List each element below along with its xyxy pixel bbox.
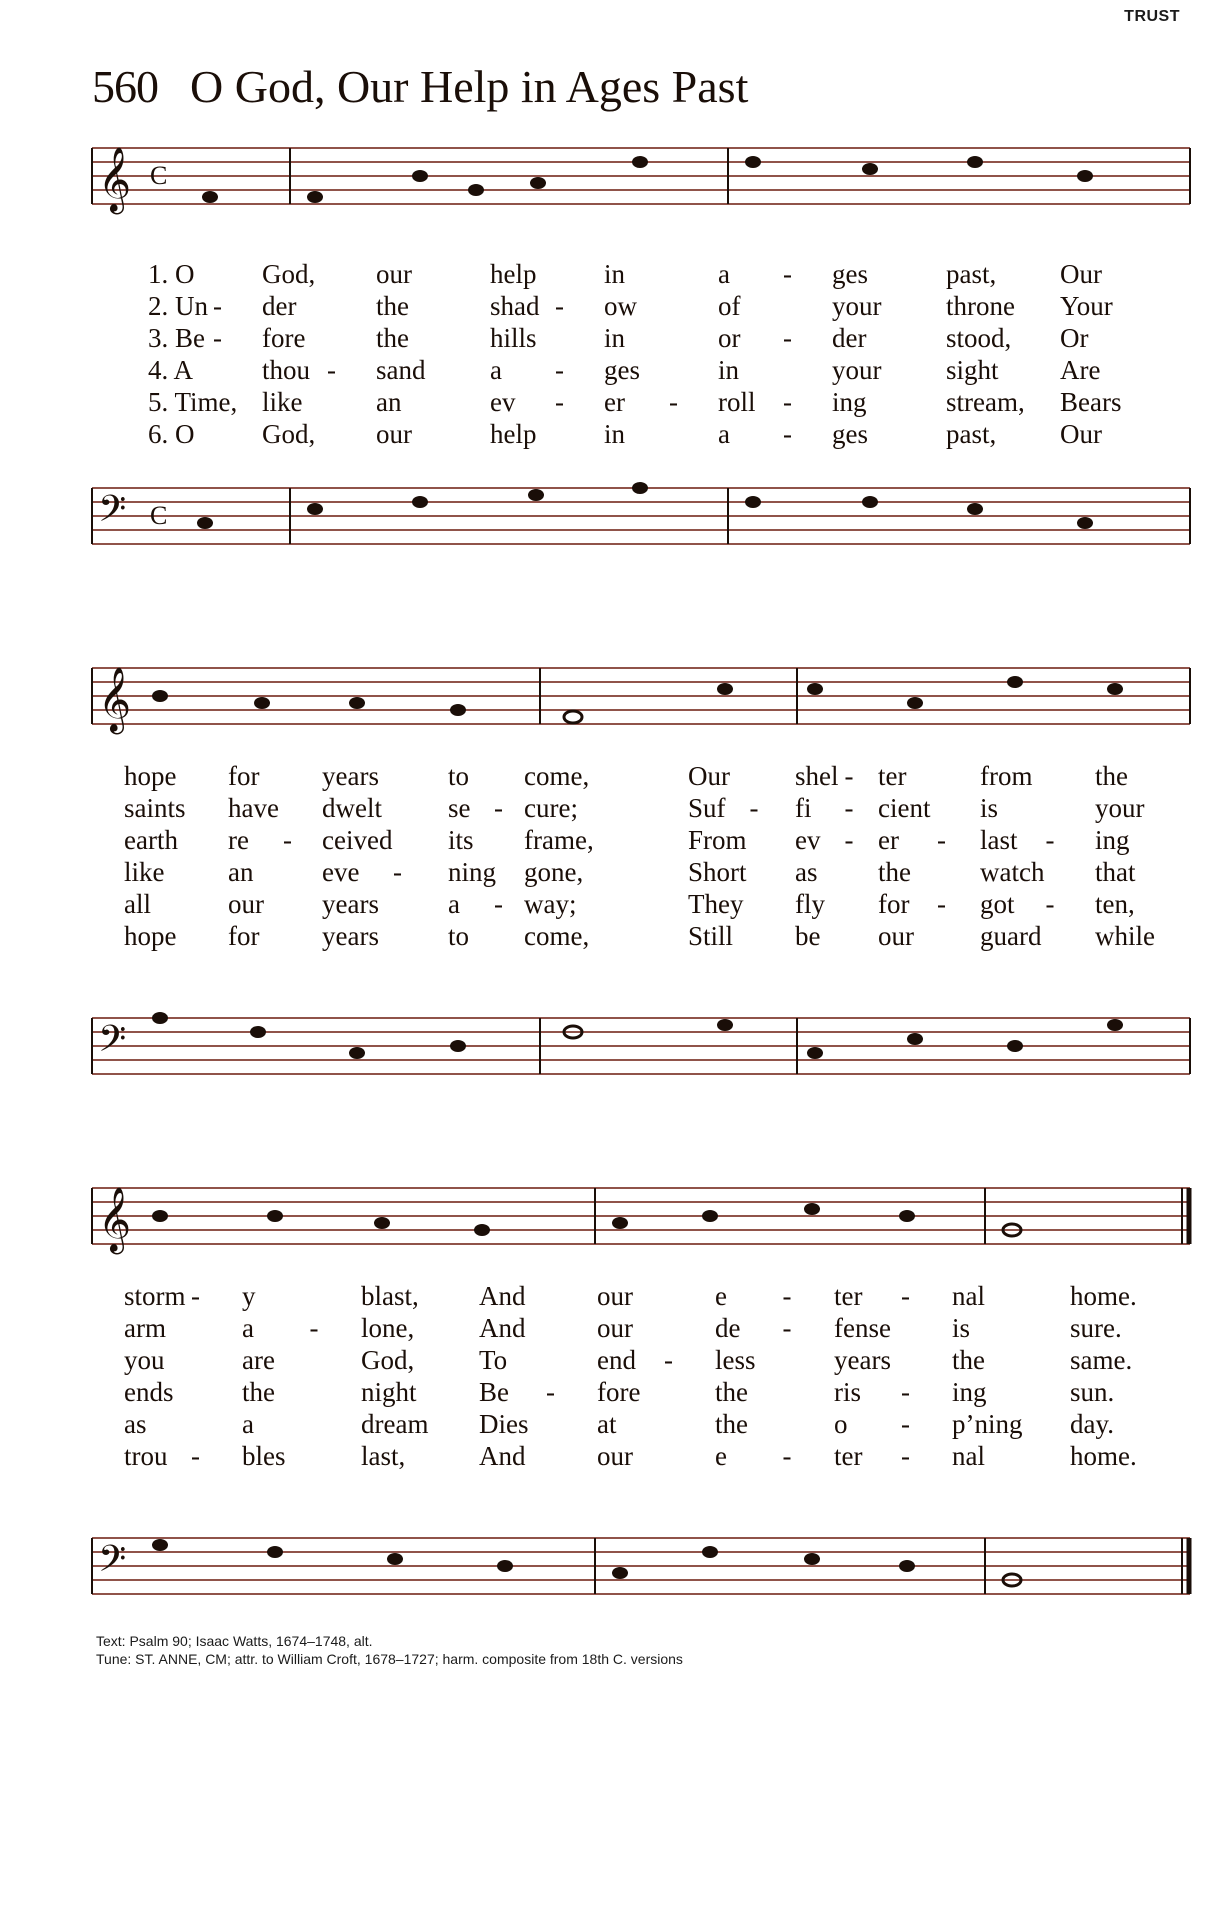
lyric-syllable: storm xyxy=(124,1281,186,1311)
lyric-syllable: in xyxy=(604,419,626,449)
lyric-syllable: watch xyxy=(980,857,1045,887)
treble-staff-1 xyxy=(0,140,1214,230)
text-credit: Text: Psalm 90; Isaac Watts, 1674–1748, alt. xyxy=(96,1633,373,1649)
lyric-syllable: 4. A xyxy=(148,355,194,385)
lyric-syllable: from xyxy=(980,761,1033,791)
lyric-syllable: They xyxy=(688,889,744,919)
treble-staff-3 xyxy=(0,1180,1214,1270)
lyric-syllable: for xyxy=(228,921,260,951)
lyric-syllable: throne xyxy=(946,291,1015,321)
lyric-syllable: to xyxy=(448,921,470,951)
lyric-syllable: at xyxy=(597,1409,617,1439)
svg-text:C: C xyxy=(150,501,168,530)
lyric-syllable: re xyxy=(228,825,249,855)
verse-line xyxy=(0,1376,1214,1408)
lyric-syllable: is xyxy=(980,793,999,823)
lyric-syllable: ter xyxy=(834,1281,863,1311)
section-label: TRUST xyxy=(1124,8,1180,25)
lyric-syllable: less xyxy=(715,1345,756,1375)
lyric-syllable: in xyxy=(718,355,740,385)
lyric-syllable: its xyxy=(448,825,474,855)
lyric-syllable: Bears xyxy=(1060,387,1122,417)
lyric-syllable: p’ning xyxy=(952,1409,1023,1439)
lyric-hyphen: - xyxy=(191,1441,200,1471)
lyric-syllable: dwelt xyxy=(322,793,382,823)
lyric-syllable: like xyxy=(262,387,303,417)
verse-line xyxy=(0,1280,1214,1312)
lyric-syllable: as xyxy=(795,857,818,887)
svg-text:𝄢: 𝄢 xyxy=(98,1538,127,1589)
lyric-hyphen: - xyxy=(555,291,564,321)
lyric-hyphen: - xyxy=(664,1345,673,1375)
lyric-syllable: the xyxy=(242,1377,275,1407)
lyric-syllable: 2. Un xyxy=(148,291,208,321)
lyric-syllable: our xyxy=(597,1313,633,1343)
verse-line xyxy=(0,1440,1214,1472)
verse-line xyxy=(0,322,1214,354)
hymn-number: 560 xyxy=(92,61,158,112)
lyric-syllable: ow xyxy=(604,291,637,321)
lyric-syllable: as xyxy=(124,1409,147,1439)
lyric-syllable: are xyxy=(242,1345,275,1375)
lyric-syllable: got xyxy=(980,889,1015,919)
lyric-syllable: ceived xyxy=(322,825,393,855)
lyric-syllable: thou xyxy=(262,355,311,385)
lyric-syllable: your xyxy=(1095,793,1145,823)
lyric-syllable: is xyxy=(952,1313,971,1343)
lyric-syllable: ten, xyxy=(1095,889,1135,919)
lyric-syllable: night xyxy=(361,1377,417,1407)
lyric-syllable: dream xyxy=(361,1409,429,1439)
lyric-syllable: years xyxy=(834,1345,891,1375)
lyric-syllable: you xyxy=(124,1345,165,1375)
lyric-syllable: fore xyxy=(262,323,306,353)
lyric-syllable: fore xyxy=(597,1377,641,1407)
lyric-syllable: stood, xyxy=(946,323,1012,353)
lyric-syllable: Are xyxy=(1060,355,1101,385)
lyric-syllable: e xyxy=(715,1441,727,1471)
lyric-syllable: ev xyxy=(795,825,821,855)
lyric-syllable: last xyxy=(980,825,1018,855)
lyric-syllable: hills xyxy=(490,323,537,353)
lyric-syllable: ter xyxy=(834,1441,863,1471)
lyric-syllable: our xyxy=(878,921,914,951)
lyric-syllable: ing xyxy=(832,387,867,417)
lyric-syllable: gone, xyxy=(524,857,584,887)
lyric-syllable: ges xyxy=(832,419,868,449)
treble-staff-2 xyxy=(0,660,1214,750)
lyric-syllable: ris xyxy=(834,1377,861,1407)
lyric-syllable: a xyxy=(718,259,730,289)
lyric-syllable: cure; xyxy=(524,793,578,823)
lyric-syllable: Your xyxy=(1060,291,1113,321)
lyric-syllable: while xyxy=(1095,921,1155,951)
lyric-syllable: lone, xyxy=(361,1313,415,1343)
lyric-syllable: And xyxy=(479,1281,526,1311)
lyric-syllable: blast, xyxy=(361,1281,419,1311)
lyric-hyphen: - xyxy=(844,793,854,823)
lyric-syllable: trou xyxy=(124,1441,168,1471)
lyric-syllable: our xyxy=(597,1281,633,1311)
lyric-syllable: o xyxy=(834,1409,848,1439)
hymn-credits xyxy=(96,1632,683,1668)
lyric-syllable: Our xyxy=(1060,259,1102,289)
lyric-syllable: the xyxy=(376,323,409,353)
verse-line xyxy=(0,792,1214,824)
svg-text:𝄢: 𝄢 xyxy=(98,1018,127,1069)
lyric-syllable: er xyxy=(604,387,625,417)
lyric-syllable: years xyxy=(322,889,379,919)
lyric-syllable: frame, xyxy=(524,825,594,855)
lyric-syllable: the xyxy=(878,857,911,887)
lyric-hyphen: - xyxy=(783,419,792,449)
lyric-hyphen: - xyxy=(191,1281,200,1311)
lyric-syllable: ing xyxy=(1095,825,1130,855)
lyric-hyphen: - xyxy=(782,1281,792,1311)
lyric-hyphen: - xyxy=(555,355,564,385)
lyric-syllable: 3. Be xyxy=(148,323,205,353)
lyric-syllable: like xyxy=(124,857,165,887)
lyric-syllable: help xyxy=(490,259,537,289)
lyric-syllable: come, xyxy=(524,761,590,791)
lyric-syllable: ges xyxy=(604,355,640,385)
verse-line xyxy=(0,1344,1214,1376)
lyric-syllable: home. xyxy=(1070,1281,1137,1311)
lyric-syllable: last, xyxy=(361,1441,406,1471)
lyric-syllable: 6. O xyxy=(148,419,195,449)
lyric-syllable: earth xyxy=(124,825,178,855)
lyric-syllable: Suf xyxy=(688,793,726,823)
lyric-hyphen: - xyxy=(669,387,678,417)
lyric-syllable: for xyxy=(878,889,910,919)
verse-line xyxy=(0,418,1214,450)
lyric-syllable: a xyxy=(718,419,730,449)
lyric-syllable: From xyxy=(688,825,747,855)
lyric-syllable: our xyxy=(228,889,264,919)
lyric-syllable: nal xyxy=(952,1441,985,1471)
lyric-hyphen: - xyxy=(901,1377,910,1407)
lyric-syllable: ter xyxy=(878,761,907,791)
lyric-hyphen: - xyxy=(782,1313,792,1343)
lyric-syllable: our xyxy=(376,259,412,289)
lyric-hyphen: - xyxy=(901,1441,910,1471)
verse-line xyxy=(0,824,1214,856)
lyric-syllable: the xyxy=(1095,761,1128,791)
verse-line xyxy=(0,1408,1214,1440)
lyric-syllable: Short xyxy=(688,857,747,887)
lyric-syllable: hope xyxy=(124,921,177,951)
lyric-syllable: sun. xyxy=(1070,1377,1115,1407)
lyric-syllable: sure. xyxy=(1070,1313,1122,1343)
svg-text:C: C xyxy=(150,161,168,190)
lyric-syllable: nal xyxy=(952,1281,985,1311)
hymn-title: O God, Our Help in Ages Past xyxy=(190,61,749,112)
lyric-syllable: stream, xyxy=(946,387,1025,417)
lyric-hyphen: - xyxy=(546,1377,555,1407)
bass-staff-3 xyxy=(0,1530,1214,1610)
lyric-hyphen: - xyxy=(901,1281,910,1311)
verse-line xyxy=(0,258,1214,290)
lyric-hyphen: - xyxy=(844,761,854,791)
lyric-hyphen: - xyxy=(213,323,222,353)
lyric-hyphen: - xyxy=(937,825,946,855)
verse-line xyxy=(0,1312,1214,1344)
lyric-syllable: past, xyxy=(946,259,997,289)
lyric-syllable: er xyxy=(878,825,899,855)
verse-line xyxy=(0,386,1214,418)
lyric-syllable: an xyxy=(376,387,402,417)
lyric-syllable: years xyxy=(322,761,379,791)
svg-text:𝄞: 𝄞 xyxy=(98,667,132,732)
lyric-syllable: God, xyxy=(361,1345,415,1375)
lyric-syllable: your xyxy=(832,291,882,321)
lyric-syllable: a xyxy=(242,1313,254,1343)
lyric-syllable: roll xyxy=(718,387,756,417)
lyric-syllable: fense xyxy=(834,1313,891,1343)
lyric-hyphen: - xyxy=(327,355,336,385)
verse-line xyxy=(0,290,1214,322)
lyric-syllable: in xyxy=(604,323,626,353)
lyric-syllable: God, xyxy=(262,259,316,289)
lyric-syllable: cient xyxy=(878,793,931,823)
lyric-syllable: in xyxy=(604,259,626,289)
lyric-syllable: the xyxy=(952,1345,985,1375)
lyric-syllable: our xyxy=(376,419,412,449)
lyric-syllable: Dies xyxy=(479,1409,529,1439)
lyric-syllable: come, xyxy=(524,921,590,951)
lyric-syllable: your xyxy=(832,355,882,385)
lyric-hyphen: - xyxy=(749,793,759,823)
bass-staff-1 xyxy=(0,480,1214,560)
lyric-syllable: home. xyxy=(1070,1441,1137,1471)
lyric-syllable: years xyxy=(322,921,379,951)
lyric-syllable: saints xyxy=(124,793,186,823)
lyric-syllable: eve xyxy=(322,857,360,887)
lyric-syllable: our xyxy=(597,1441,633,1471)
lyric-syllable: ing xyxy=(952,1377,987,1407)
lyric-hyphen: - xyxy=(844,825,854,855)
lyric-hyphen: - xyxy=(783,259,792,289)
lyric-syllable: end xyxy=(597,1345,636,1375)
lyric-hyphen: - xyxy=(783,387,792,417)
lyric-syllable: se xyxy=(448,793,471,823)
lyric-syllable: guard xyxy=(980,921,1042,951)
verse-line xyxy=(0,354,1214,386)
lyric-syllable: the xyxy=(715,1377,748,1407)
lyric-hyphen: - xyxy=(213,291,222,321)
lyric-syllable: Be xyxy=(479,1377,509,1407)
lyric-hyphen: - xyxy=(1045,825,1055,855)
svg-text:𝄞: 𝄞 xyxy=(98,147,132,212)
lyric-syllable: same. xyxy=(1070,1345,1133,1375)
lyric-hyphen: - xyxy=(937,889,946,919)
lyric-hyphen: - xyxy=(1045,889,1055,919)
lyric-syllable: that xyxy=(1095,857,1136,887)
lyric-hyphen: - xyxy=(309,1313,319,1343)
lyric-syllable: arm xyxy=(124,1313,166,1343)
lyric-syllable: a xyxy=(490,355,502,385)
lyric-hyphen: - xyxy=(783,323,792,353)
lyric-syllable: Our xyxy=(688,761,730,791)
lyric-syllable: have xyxy=(228,793,279,823)
lyric-syllable: the xyxy=(715,1409,748,1439)
lyric-hyphen: - xyxy=(901,1409,910,1439)
lyric-syllable: past, xyxy=(946,419,997,449)
lyric-syllable: sight xyxy=(946,355,999,385)
lyric-syllable: der xyxy=(832,323,867,353)
svg-text:𝄢: 𝄢 xyxy=(98,488,127,539)
lyric-hyphen: - xyxy=(782,1441,792,1471)
lyric-syllable: bles xyxy=(242,1441,286,1471)
tune-credit: Tune: ST. ANNE, CM; attr. to William Croft, 1678–1727; harm. composite from 18th C. versions xyxy=(96,1651,683,1667)
lyric-syllable: sand xyxy=(376,355,426,385)
lyric-syllable: e xyxy=(715,1281,727,1311)
lyric-syllable: ev xyxy=(490,387,516,417)
lyric-syllable: And xyxy=(479,1313,526,1343)
lyric-syllable: way; xyxy=(524,889,577,919)
lyric-syllable: hope xyxy=(124,761,177,791)
lyric-syllable: der xyxy=(262,291,297,321)
lyric-syllable: ends xyxy=(124,1377,174,1407)
lyric-syllable: be xyxy=(795,921,821,951)
svg-text:𝄞: 𝄞 xyxy=(98,1187,132,1252)
lyric-syllable: fly xyxy=(795,889,825,919)
verse-line xyxy=(0,888,1214,920)
lyric-syllable: or xyxy=(718,323,741,353)
lyric-syllable: an xyxy=(228,857,254,887)
lyric-syllable: fi xyxy=(795,793,812,823)
lyric-syllable: Still xyxy=(688,921,734,951)
lyric-syllable: To xyxy=(479,1345,508,1375)
lyric-syllable: y xyxy=(242,1281,256,1311)
lyric-syllable: a xyxy=(448,889,460,919)
lyric-hyphen: - xyxy=(283,825,292,855)
lyric-syllable: shel xyxy=(795,761,839,791)
lyric-syllable: the xyxy=(376,291,409,321)
lyric-syllable: 1. O xyxy=(148,259,195,289)
lyric-syllable: for xyxy=(228,761,260,791)
lyric-syllable: 5. Time, xyxy=(148,387,238,417)
hymn-heading xyxy=(92,60,748,113)
lyric-syllable: ning xyxy=(448,857,497,887)
lyric-syllable: all xyxy=(124,889,151,919)
lyric-syllable: God, xyxy=(262,419,316,449)
lyric-syllable: day. xyxy=(1070,1409,1114,1439)
lyric-syllable: a xyxy=(242,1409,254,1439)
lyric-hyphen: - xyxy=(494,889,503,919)
lyric-syllable: Our xyxy=(1060,419,1102,449)
lyric-hyphen: - xyxy=(494,793,503,823)
lyric-syllable: Or xyxy=(1060,323,1089,353)
lyric-syllable: And xyxy=(479,1441,526,1471)
lyric-syllable: of xyxy=(718,291,741,321)
lyric-syllable: to xyxy=(448,761,470,791)
bass-staff-2 xyxy=(0,1010,1214,1090)
lyric-hyphen: - xyxy=(555,387,564,417)
lyric-syllable: ges xyxy=(832,259,868,289)
verse-line xyxy=(0,760,1214,792)
verse-line xyxy=(0,920,1214,952)
lyric-hyphen: - xyxy=(393,857,402,887)
lyric-syllable: help xyxy=(490,419,537,449)
verse-line xyxy=(0,856,1214,888)
lyric-syllable: de xyxy=(715,1313,741,1343)
lyric-syllable: shad xyxy=(490,291,540,321)
